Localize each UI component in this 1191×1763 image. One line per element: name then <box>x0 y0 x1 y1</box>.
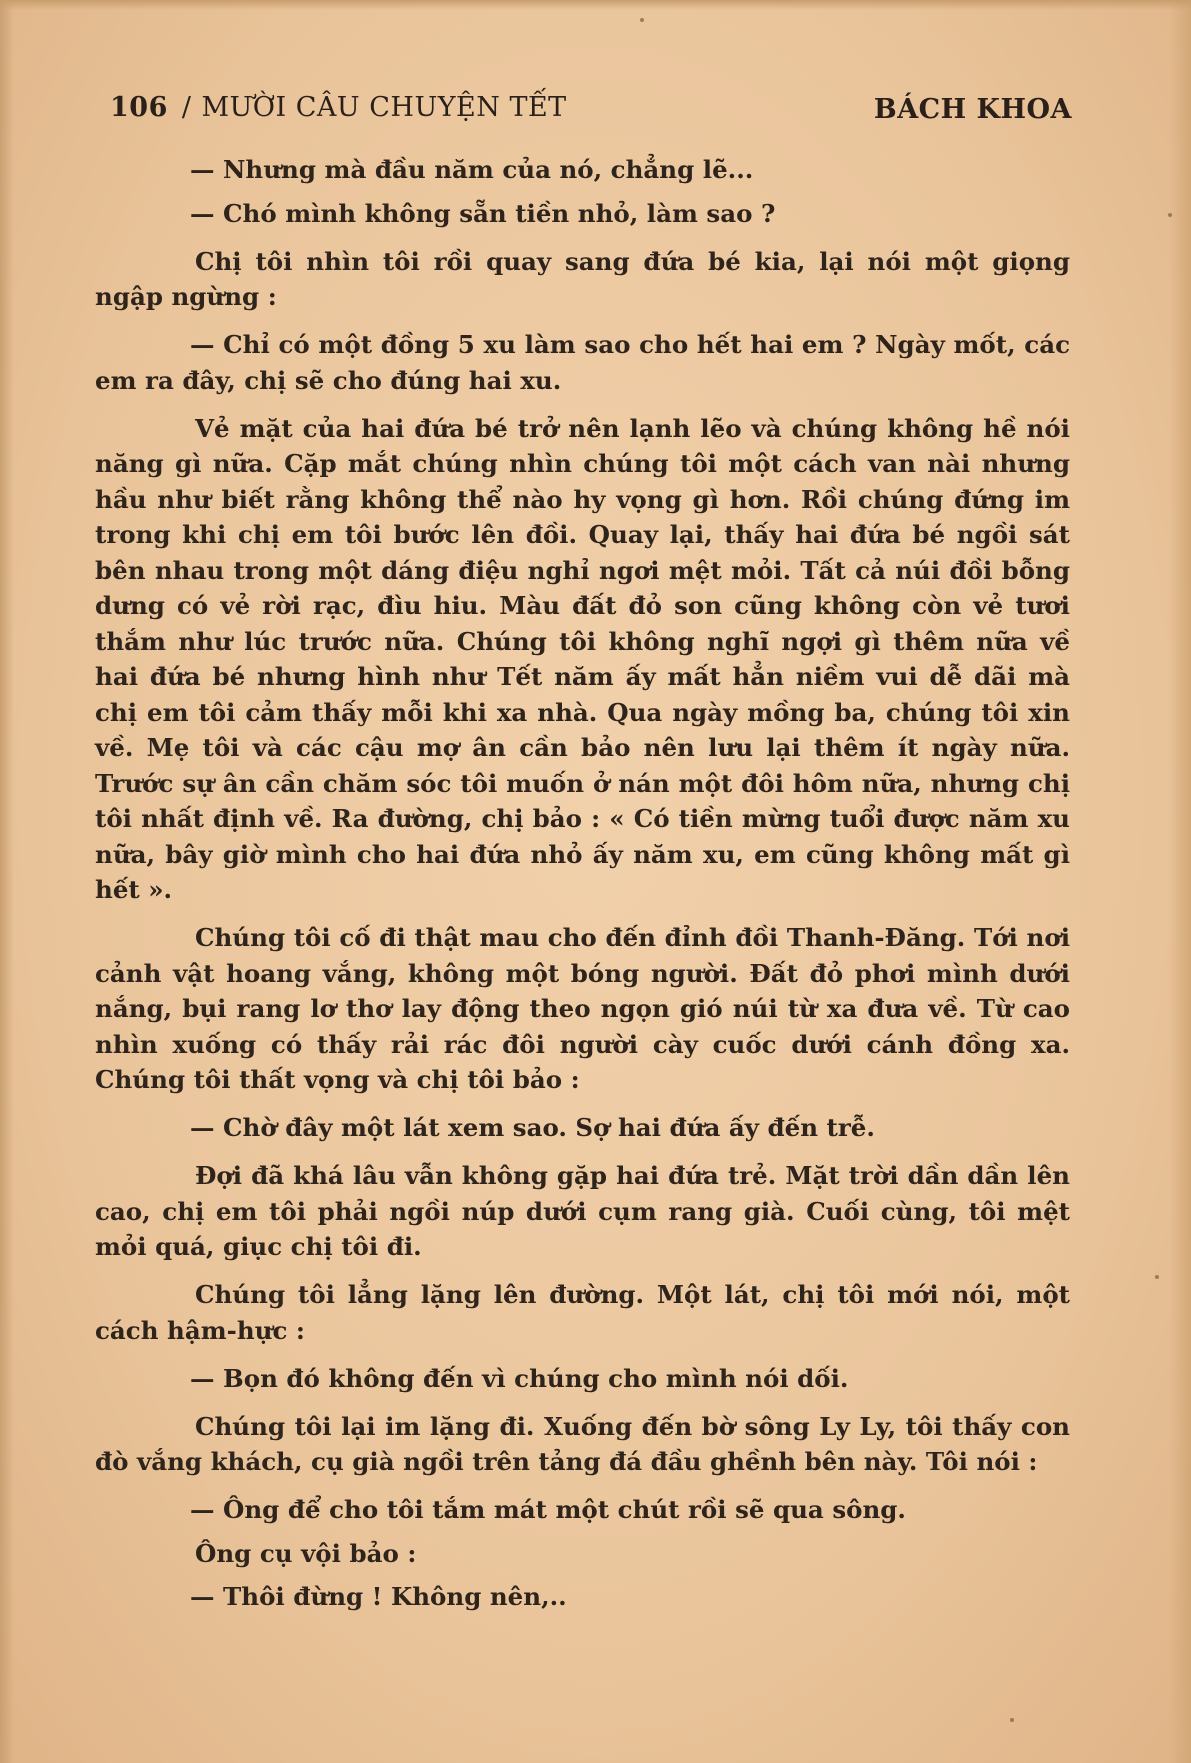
paragraph-13: Ông cụ vội bảo : <box>195 1538 417 1568</box>
paragraph-11: Chúng tôi lại im lặng đi. Xuống đến bờ sông Ly Ly, tôi thấy con đò vắng khách, cụ già ngồi trên tảng đá đầu ghềnh bên này. Tôi nói : <box>95 1411 1070 1476</box>
paragraph-2: — Chó mình không sẵn tiền nhỏ, làm sao ? <box>190 198 776 228</box>
paper-speck <box>1168 213 1172 217</box>
paper-speck <box>640 18 644 22</box>
page-edge-shadow-top <box>0 0 1191 10</box>
paragraph-7: — Chờ đây một lát xem sao. Sợ hai đứa ấy đến trễ. <box>190 1113 875 1142</box>
paragraph-14: — Thôi đừng ! Không nên,.. <box>190 1582 567 1611</box>
section-title: MƯỜI CÂU CHUYỆN TẾT <box>201 92 567 123</box>
paragraph-8: Đợi đã khá lâu vẫn không gặp hai đứa trẻ. Mặt trời dần dần lên cao, chị em tôi phải ngồi núp dưới cụm rang già. Cuối cùng, tôi mệt mỏi quá, giục chị tôi đi. <box>95 1161 1070 1261</box>
paragraph-12: — Ông để cho tôi tắm mát một chút rồi sẽ qua sông. <box>190 1495 906 1524</box>
paragraph-9: Chúng tôi lẳng lặng lên đường. Một lát, chị tôi mới nói, một cách hậm-hực : <box>95 1280 1070 1345</box>
header-separator: / <box>181 92 192 123</box>
paragraph-1: — Nhưng mà đầu năm của nó, chẳng lẽ... <box>190 155 754 184</box>
paper-speck <box>1155 1275 1159 1279</box>
paragraph-3: Chị tôi nhìn tôi rồi quay sang đứa bé kia, lại nói một giọng ngập ngừng : <box>95 246 1070 311</box>
paragraph-4: — Chỉ có một đồng 5 xu làm sao cho hết hai em ? Ngày mốt, các em ra đây, chị sẽ cho đúng hai xu. <box>95 330 1070 395</box>
page-edge-shadow-left <box>0 0 14 1763</box>
paragraph-5: Vẻ mặt của hai đứa bé trở nên lạnh lẽo và chúng không hề nói năng gì nữa. Cặp mắt chúng nhìn chúng tôi một cách van nài nhưng hầu như biết rằng không thể nào hy vọng gì hơn. Rồi chúng đứng im trong khi chị em tôi bước lên đồi. Quay lại, thấy hai đứa bé ngồi sát bên nhau trong một dáng điệu nghỉ ngơi mệt mỏi. Tất cả núi đồi bỗng dưng có vẻ rời rạc, đìu hiu. Màu đất đỏ son cũng không còn vẻ tươi thắm như lúc trước nữa. Chúng tôi không nghĩ ngợi gì thêm nữa về hai đứa bé nhưng hình như Tết năm ấy mất hẳn niềm vui dễ dãi mà chị em tôi cảm thấy mỗi khi xa nhà. Qua ngày mồng ba, chúng tôi xin về. Mẹ tôi và các cậu mợ ân cần bảo nên lưu lại thêm ít ngày nữa. Trước sự ân cần chăm sóc tôi muốn ở nán một đôi hôm nữa, nhưng chị tôi nhất định về. Ra đường, chị bảo : « Có tiền mừng tuổi được năm xu nữa, bây giờ mình cho hai đứa nhỏ ấy năm xu, em cũng không mất gì hết ». <box>95 413 1070 904</box>
page-edge-shadow-right <box>1169 0 1191 1763</box>
paragraph-10: — Bọn đó không đến vì chúng cho mình nói dối. <box>190 1363 849 1393</box>
header-left <box>110 92 567 123</box>
paper-speck <box>1010 1718 1014 1722</box>
running-header <box>110 92 1072 132</box>
article-body <box>95 152 1070 1615</box>
page-number: 106 <box>110 92 168 123</box>
paragraph-6: Chúng tôi cố đi thật mau cho đến đỉnh đồi Thanh-Đăng. Tới nơi cảnh vật hoang vắng, không một bóng người. Đất đỏ phơi mình dưới nắng, bụi rang lơ thơ lay động theo ngọn gió núi từ xa đưa về. Từ cao nhìn xuống có thấy rải rác đôi người cày cuốc dưới cánh đồng xa. Chúng tôi thất vọng và chị tôi bảo : <box>95 923 1070 1094</box>
publication-name: BÁCH KHOA <box>873 94 1072 125</box>
